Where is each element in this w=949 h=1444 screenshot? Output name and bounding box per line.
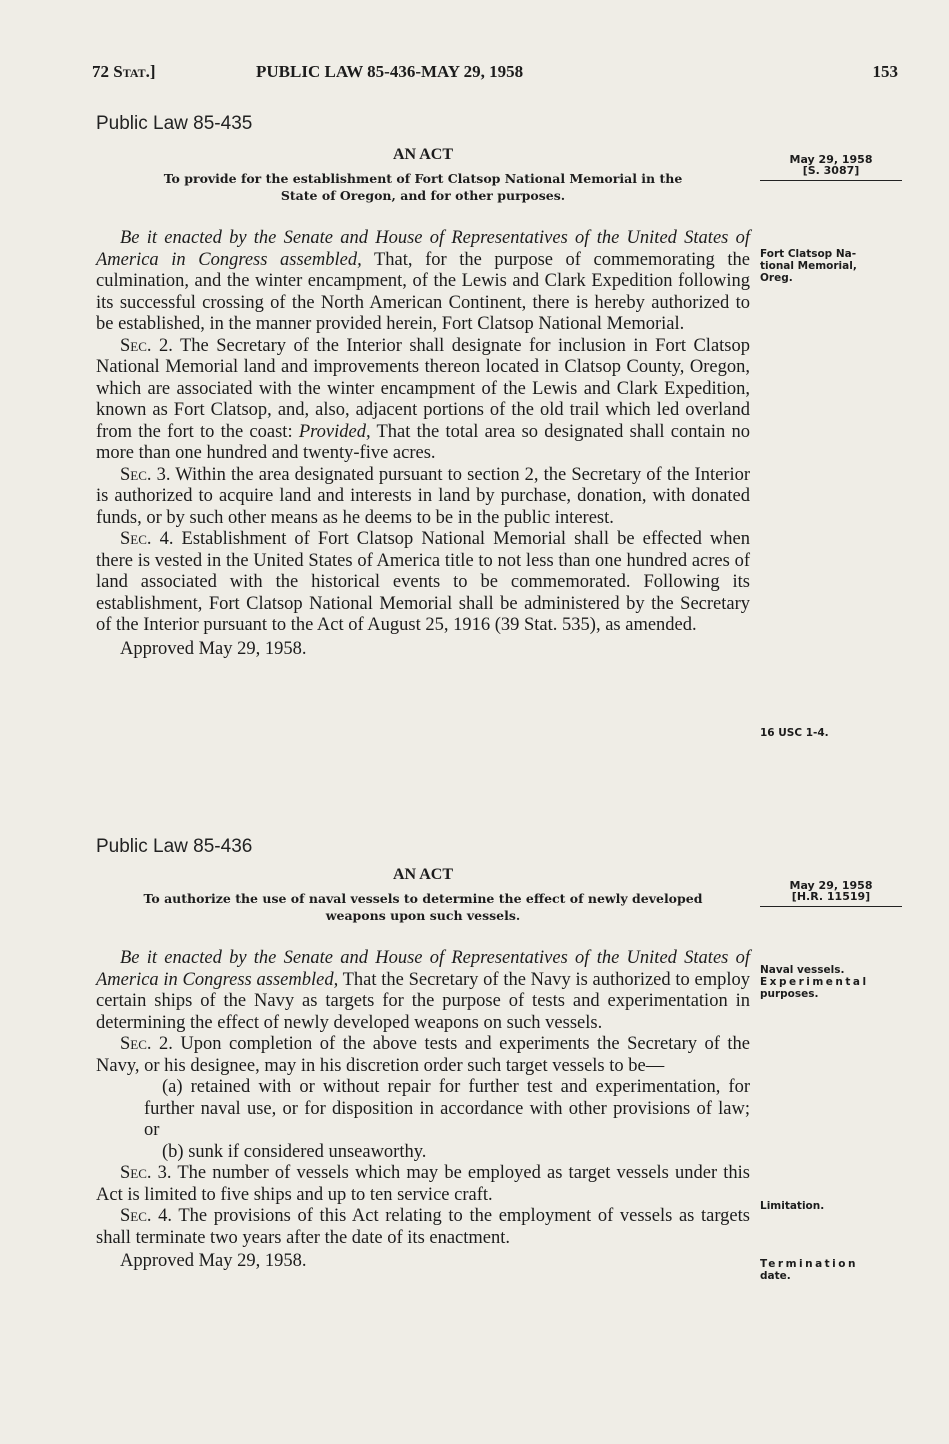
- section-label: Sec. 4.: [120, 529, 174, 549]
- section-text: Establishment of Fort Clatsop National Memorial shall be effected when there is vested in the United States of America title to not less than one hundred acres of land associated with the historical events to be commemorated. Following its establishment, Fort Clatsop National Memorial shall be administered by the Secretary of the Interior pursuant to the Act of August 25, 1916 (39 Stat. 535), as amended.: [96, 529, 751, 635]
- section-label: Sec. 3.: [120, 1163, 172, 1183]
- law-body: [96, 228, 750, 660]
- section-text: That the Secretary of the Navy is authorized to employ certain ships of the Navy as targets for the purpose of tests and experimentation in determining the effect of newly developed weapons on such vessels.: [96, 969, 750, 1033]
- section-3: [96, 465, 750, 530]
- bill-number: [H.R. 11519]: [791, 890, 871, 903]
- enactment-date: May 29, 1958: [789, 153, 873, 166]
- margin-note: [760, 248, 910, 284]
- section-4: [96, 1206, 750, 1249]
- section-label: Sec. 2.: [120, 335, 173, 356]
- margin-note-line: Fort Clatsop Na-: [760, 248, 857, 260]
- clause-b: (b) sunk if considered unseaworthy.: [162, 1141, 427, 1162]
- margin-note-line: tional Memorial,: [760, 260, 857, 272]
- enacting-clause: Be it enacted by the Senate and House of Representatives of the United States of America in Congress assembled,: [96, 948, 750, 990]
- act-purpose: [96, 170, 750, 204]
- section-label: Sec. 2.: [120, 1034, 173, 1054]
- margin-note-line: purposes.: [760, 988, 819, 1000]
- enactment-date: May 29, 1958: [789, 879, 873, 892]
- section-4: [96, 529, 750, 637]
- purpose-line: State of Oregon, and for other purposes.: [280, 188, 566, 203]
- margin-note-termination: [760, 1258, 910, 1282]
- section-text: Upon completion of the above tests and experiments the Secretary of the Navy, or his designee, may in his discretion order such target vessels to be—: [96, 1034, 751, 1076]
- section-label: Sec. 4.: [120, 1206, 173, 1226]
- law-title-85-435: Public Law 85-435: [96, 113, 253, 134]
- section-text: That the total area so designated shall contain no more than one hundred and twenty-five acres.: [96, 421, 750, 463]
- margin-note-limitation: Limitation.: [760, 1200, 825, 1212]
- act-heading: AN ACT: [392, 866, 453, 883]
- section-text: The number of vessels which may be employed as target vessels under this Act is limited to five ships and up to ten service craft.: [96, 1163, 751, 1205]
- proviso: Provided,: [298, 421, 371, 442]
- section-text: The provisions of this Act relating to the employment of vessels as targets shall terminate two years after the date of its enactment.: [96, 1206, 750, 1248]
- section-text: The Secretary of the Interior shall designate for inclusion in Fort Clatsop National Memorial land and improvements thereon located in Clatsop County, Oregon, which are associated with the winter encampment of the Lewis and Clark Expedition, known as Fort Clatsop, and, also, adjacent portions of the old trail which led overland from the fort to the coast:: [96, 335, 750, 442]
- margin-note-line: date.: [760, 1270, 791, 1282]
- margin-note-line: Naval vessels.: [760, 964, 845, 976]
- law-body: [96, 948, 750, 1273]
- section-text: That, for the purpose of commemorating the culmination, and the winter encampment, of the Lewis and Clark Expedition following its successful crossing of the North American Continent, there is hereby authorized to be established, in the manner provided herein, Fort Clatsop National Memorial.: [96, 249, 750, 334]
- section-1: [96, 228, 750, 336]
- margin-note-line: Termination: [760, 1258, 858, 1270]
- date-divider: [760, 906, 902, 907]
- bill-number: [S. 3087]: [802, 164, 860, 177]
- section-label: Sec. 3.: [120, 464, 171, 485]
- section-3: [96, 1163, 750, 1206]
- section-1: [96, 948, 750, 1034]
- margin-note-line: Experimental: [760, 976, 869, 988]
- statute-reference: 72 Stat.]: [92, 62, 156, 81]
- purpose-line: weapons upon such vessels.: [325, 908, 521, 923]
- purpose-line: To authorize the use of naval vessels to determine the effect of newly developed: [143, 891, 703, 906]
- margin-note-citation: 16 USC 1-4.: [760, 727, 829, 739]
- date-block: [760, 880, 902, 902]
- approval-line: Approved May 29, 1958.: [120, 638, 307, 659]
- approval-line: Approved May 29, 1958.: [120, 1251, 307, 1271]
- clause-a: (a) retained with or without repair for further test and experimentation, for further naval use, or for disposition in accordance with other provisions of law; or: [144, 1077, 750, 1140]
- margin-note-line: Oreg.: [760, 272, 793, 284]
- page-number: 153: [872, 62, 898, 81]
- enacting-clause: Be it enacted by the Senate and House of Representatives of the United States of America in Congress assembled,: [96, 228, 750, 270]
- date-block: [760, 154, 902, 176]
- running-title: PUBLIC LAW 85-436-MAY 29, 1958: [256, 62, 524, 81]
- section-text: Within the area designated pursuant to section 2, the Secretary of the Interior is authorized to acquire land and interests in land by purchase, donation, with donated funds, or by such other means as he deems to be in the public interest.: [96, 464, 751, 528]
- act-heading: AN ACT: [392, 146, 453, 163]
- margin-note: [760, 964, 910, 1000]
- section-2: [96, 1034, 750, 1077]
- date-divider: [760, 180, 902, 181]
- law-title-85-436: Public Law 85-436: [96, 836, 253, 857]
- purpose-line: To provide for the establishment of Fort Clatsop National Memorial in the: [163, 171, 683, 186]
- section-2: [96, 336, 750, 465]
- page-header: [92, 62, 898, 86]
- act-purpose: [96, 890, 750, 924]
